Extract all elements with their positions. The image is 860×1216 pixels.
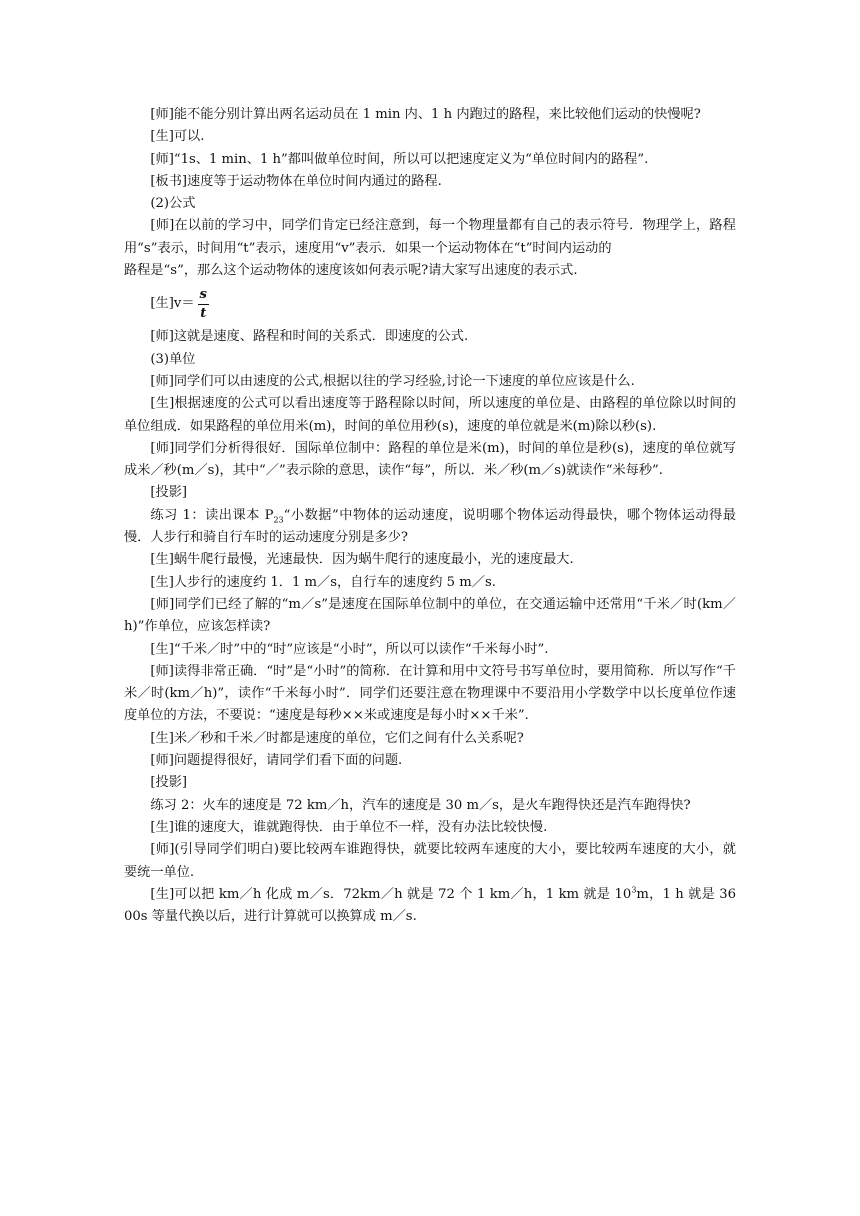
paragraph: [师]问题提得很好，请同学们看下面的问题. — [150, 753, 403, 769]
paragraph: [投影] — [150, 485, 188, 501]
fraction-numerator: s — [198, 286, 209, 305]
paragraph: [生]可以. — [150, 129, 205, 145]
text-run: [生]可以把 km／h 化成 m／s．72km／h 就是 72 个 1 km／h，1 km 就是 10 — [150, 886, 632, 902]
paragraph: [师]这就是速度、路程和时间的关系式．即速度的公式. — [150, 329, 469, 345]
text-run: “小数据”中物体的运动速度，说明哪个物体运动得最快，哪个物体运动得最慢．人步行和骑自行车时的运动速度分别是多少? — [124, 507, 736, 546]
formula-prefix: [生]v＝ — [150, 296, 195, 312]
paragraph: 路程是“s”，那么这个运动物体的速度该如何表示呢?请大家写出速度的表示式. — [124, 263, 578, 279]
paragraph: [师](引导同学们明白)要比较两车谁跑得快，就要比较两车速度的大小，要比较两车速度的大小，就要统一单位. — [124, 842, 736, 880]
speed-formula — [124, 282, 736, 326]
text-run: 练习 1：读出课本 P — [150, 507, 274, 523]
paragraph: [生]蜗牛爬行最慢，光速最快．因为蜗牛爬行的速度最小，光的速度最大. — [150, 552, 574, 568]
paragraph: [生]米／秒和千米／时都是速度的单位，它们之间有什么关系呢? — [150, 730, 524, 746]
paragraph: [生]“千米／时”中的“时”应该是“小时”，所以可以读作“千米每小时”. — [150, 641, 549, 657]
paragraph: [板书]速度等于运动物体在单位时间内通过的路程. — [150, 173, 442, 189]
fraction-denominator: t — [200, 305, 207, 321]
paragraph: [投影] — [150, 775, 188, 791]
lesson-text — [124, 104, 736, 928]
section-heading: (3)单位 — [150, 351, 196, 367]
paragraph — [124, 505, 736, 550]
paragraph — [124, 884, 736, 929]
paragraph: [师]同学们已经了解的“m／s”是速度在国际单位制中的单位，在交通运输中还常用“千米／时(km／h)”作单位，应该怎样读? — [124, 596, 736, 635]
paragraph: [师]能不能分别计算出两名运动员在 1 min 内、1 h 内跑过的路程，来比较他们运动的快慢呢? — [150, 107, 701, 122]
paragraph: [师]同学们可以由速度的公式,根据以往的学习经验,讨论一下速度的单位应该是什么. — [150, 373, 635, 389]
paragraph: [师]在以前的学习中，同学们肯定已经注意到，每一个物理量都有自己的表示符号．物理学上，路程用“s”表示，时间用“t”表示，速度用“v”表示．如果一个运动物体在“t”时间内运动的 — [124, 218, 736, 256]
paragraph: 练习 2：火车的速度是 72 km／h，汽车的速度是 30 m／s，是火车跑得快还是汽车跑得快? — [150, 797, 691, 813]
exponent: 3 — [631, 885, 637, 895]
paragraph: [生]人步行的速度约 1．1 m／s，自行车的速度约 5 m／s. — [150, 574, 496, 590]
paragraph: [师]同学们分析得很好．国际单位制中：路程的单位是米(m)，时间的单位是秒(s)，速度的单位就写成米／秒(m／s)，其中“／”表示除的意思，读作“每”，所以．米／秒(m／s)就读作“米每秒”. — [124, 440, 736, 479]
page-subscript: 23 — [273, 515, 284, 525]
paragraph: [生]根据速度的公式可以看出速度等于路程除以时间，所以速度的单位是、由路程的单位除以时间的单位组成．如果路程的单位用米(m)，时间的单位用秒(s)，速度的单位就是米(m)除以秒(s). — [124, 396, 736, 434]
paragraph: [师]读得非常正确．“时”是“小时”的简称．在计算和用中文符号书写单位时，要用简称．所以写作“千米／时(km／h)”，读作“千米每小时”．同学们还要注意在物理课中不要沿用小学数学中以长度单位作速度单位的方法，不要说：“速度是每秒××米或速度是每小时××千米”. — [124, 663, 736, 724]
paragraph: [师]“1s、1 min、1 h”都叫做单位时间，所以可以把速度定义为“单位时间内的路程”. — [150, 151, 649, 167]
section-heading: (2)公式 — [150, 196, 196, 212]
paragraph: [生]谁的速度大，谁就跑得快．由于单位不一样，没有办法比较快慢. — [150, 819, 548, 835]
fraction — [198, 286, 209, 323]
text-run: m，1 h 就是 3600s 等量代换以后，进行计算就可以换算成 m／s. — [124, 886, 736, 925]
